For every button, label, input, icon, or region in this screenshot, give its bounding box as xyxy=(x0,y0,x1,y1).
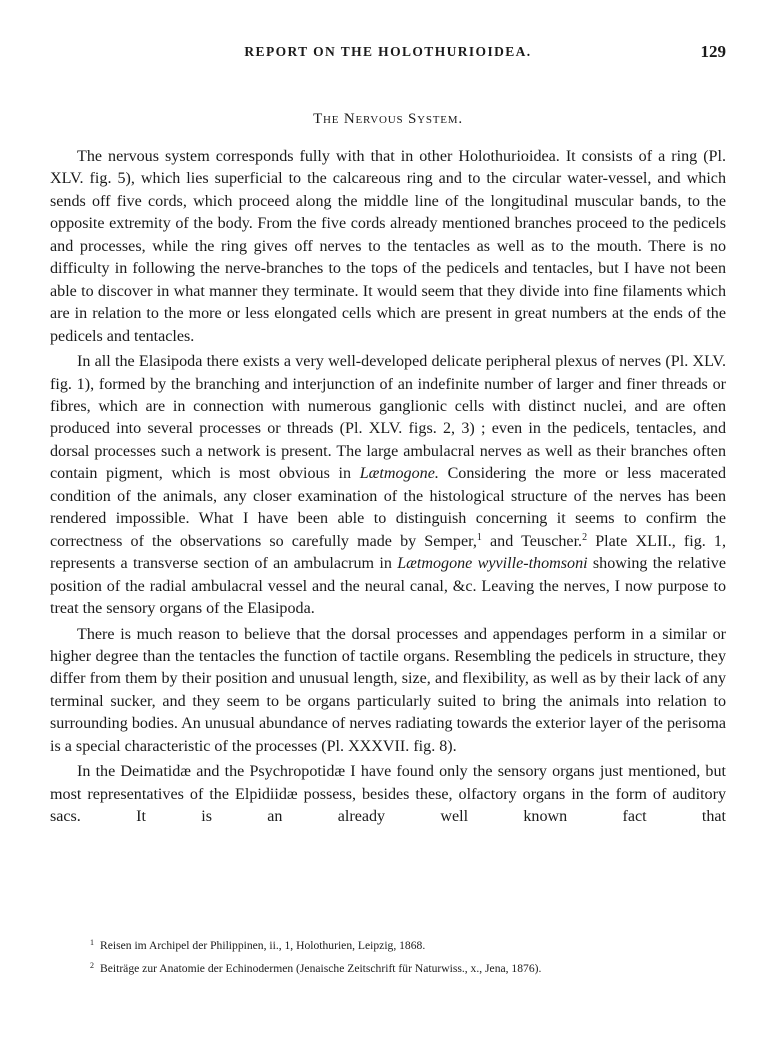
footnote xyxy=(50,933,726,956)
paragraph-nervous-ring: The nervous system corresponds fully with that in other Holothurioidea. It consists of a ring (Pl. XLV. fig. 5), which lies superficial to the calcareous ring and to the circular water-vessel, and which sends off five cords, which proceed along the middle line of the longitudinal muscular bands, to the opposite extremity of the body. From the five cords already mentioned branches proceed to the pedicels and processes, while the ring gives off nerves to the tentacles as well as to the mouth. There is no difficulty in following the nerve-branches to the tops of the pedicels and tentacles, but I have not been able to discover in what manner they terminate. It would seem that they divide into fine filaments which are in relation to the more or less elongated cells which are present in great numbers at the ends of the pedicels and tentacles. xyxy=(50,148,726,345)
paragraph-tactile-organs: There is much reason to believe that the dorsal processes and appendages perform in a similar or higher degree than the tentacles the function of tactile organs. Resembling the pedicels in structure, they differ from them by their position and unusual length, size, and flexibility, as well as by their lack of any terminal sucker, and they seem to be organs particularly suited to bring the animals into relation to surrounding bodies. An unusual abundance of nerves radiating towards the exterior layer of the perisoma is a special characteristic of the processes (Pl. XXXVII. fig. 8). xyxy=(50,625,726,755)
paragraph-text: showing the relative position of the radial ambulacral vessel and the neural canal, &c. Leaving the nerves, I now purpose to treat the sensory organs of the Elasipoda. xyxy=(50,555,726,618)
page-number: 129 xyxy=(700,42,726,61)
body-text xyxy=(50,146,726,829)
species-name: Lætmogone wyville-thomsoni xyxy=(397,555,588,573)
paragraph-peripheral-plexus xyxy=(50,351,726,620)
footnotes xyxy=(50,933,726,979)
section-title: The Nervous System. xyxy=(313,111,463,127)
paragraph-sensory-organs: In the Deimatidæ and the Psychropotidæ I have found only the sensory organs just mentioned, but most representatives of the Elpidiidæ possess, besides these, olfactory organs in the form of auditory sacs. It is an already well known fact that xyxy=(50,763,726,826)
running-title: REPORT ON THE HOLOTHURIOIDEA. xyxy=(244,44,532,59)
footnote-mark: 2 xyxy=(90,961,94,970)
footnote-text: Reisen im Archipel der Philippinen, ii., 1, Holothurien, Leipzig, 1868. xyxy=(100,939,426,952)
running-header xyxy=(50,44,726,68)
footnote-mark: 1 xyxy=(90,938,94,947)
genus-name: Lætmogone. xyxy=(359,465,439,483)
paragraph-text: In all the Elasipoda there exists a very well-developed delicate peripheral plexus of nerves (Pl. XLV. fig. 1), formed by the branching and interjunction of an indefinite number of larger and finer threads or fibres, which are in connection with numerous ganglionic cells with distinct nuclei, and are often produced into several processes or threads (Pl. XLV. figs. 2, 3) ; even in the pedicels, tentacles, and dorsal processes such a network is present. The large ambulacral nerves as well as their branches often contain pigment, which is most obvious in xyxy=(50,353,726,483)
footnote xyxy=(50,956,726,979)
paragraph-text: and Teuscher. xyxy=(490,532,583,550)
footnote-reference: 2 xyxy=(582,531,588,543)
footnote-text: Beiträge zur Anatomie der Echinodermen (Jenaische Zeitschrift für Naturwiss., x., Jena, 1876). xyxy=(100,962,542,975)
footnote-reference: 1 xyxy=(476,531,482,543)
paragraph-text: Considering the more or less macerated condition of the animals, any closer examination of the histological structure of the nerves has been rendered impossible. What I have been able to distinguish concerning it seems to confirm the correctness of the observations so carefully made by Semper, xyxy=(50,465,727,550)
paragraph-text: Plate XLII., fig. 1, represents a transverse section of an ambulacrum in xyxy=(50,532,726,573)
